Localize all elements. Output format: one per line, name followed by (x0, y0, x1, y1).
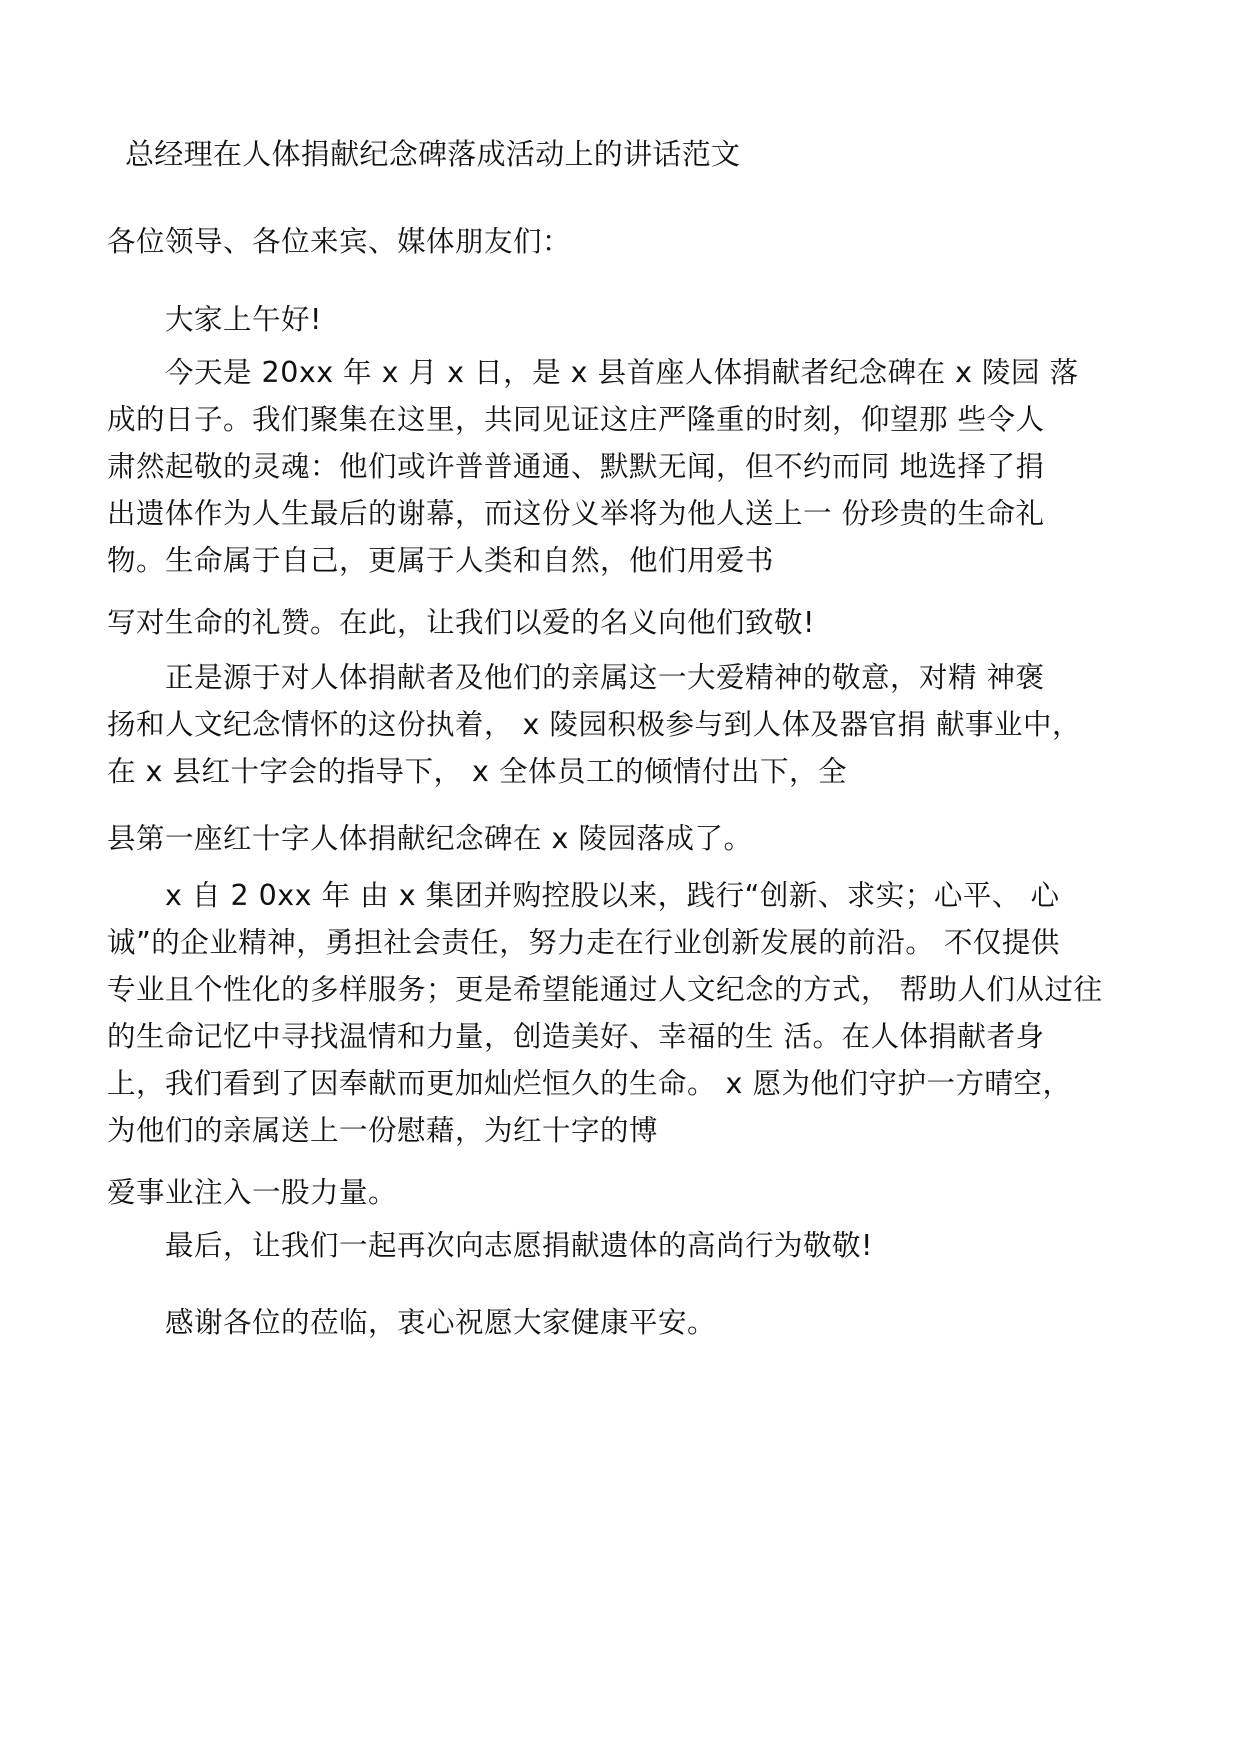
paragraph-2-line-3: 在 x 县红十字会的指导下， x 全体员工的倾情付出下，全 (107, 755, 847, 788)
paragraph-1-line-3: 肃然起敬的灵魂：他们或许普普通通、默默无闻，但不约而同 地选择了捐 (107, 450, 1045, 483)
paragraph-3-line-6: 为他们的亲属送上一份慰藉，为红十字的博 (107, 1114, 659, 1147)
paragraph-3-line-7: 爱事业注入一股力量。 (107, 1176, 398, 1209)
paragraph-1-line-4: 出遗体作为人生最后的谢幕，而这份义举将为他人送上一 份珍贵的生命礼 (107, 497, 1045, 530)
paragraph-3-line-5: 上，我们看到了因奉献而更加灿烂恒久的生命。 x 愿为他们守护一方晴空， (107, 1067, 1072, 1100)
paragraph-1-line-1: 今天是 20xx 年 x 月 x 日，是 x 县首座人体捐献者纪念碑在 x 陵园 落 (165, 356, 1079, 389)
salutation: 各位领导、各位来宾、媒体朋友们： (107, 225, 572, 258)
paragraph-1-line-6: 写对生命的礼赞。在此，让我们以爱的名义向他们致敬! (107, 606, 815, 639)
document-title: 总经理在人体捐献纪念碑落成活动上的讲话范文 (125, 137, 741, 171)
paragraph-2-line-2: 扬和人文纪念情怀的这份执着， x 陵园积极参与到人体及器官捐 献事业中， (107, 708, 1082, 741)
paragraph-3-line-4: 的生命记忆中寻找温情和力量，创造美好、幸福的生 活。在人体捐献者身 (107, 1020, 1045, 1053)
closing-line-2: 感谢各位的莅临，衷心祝愿大家健康平安。 (165, 1306, 717, 1339)
paragraph-3-line-3: 专业且个性化的多样服务；更是希望能通过人文纪念的方式， 帮助人们从过往 (107, 973, 1103, 1006)
paragraph-2-line-4: 县第一座红十字人体捐献纪念碑在 x 陵园落成了。 (107, 822, 753, 855)
paragraph-3-line-2: 诚”的企业精神，勇担社会责任，努力走在行业创新发展的前沿。 不仅提供 (107, 926, 1060, 959)
greeting: 大家上午好! (165, 303, 322, 336)
paragraph-3-line-1: x 自 2 0xx 年 由 x 集团并购控股以来，践行“创新、求实；心平、 心 (165, 879, 1060, 912)
paragraph-1-line-5: 物。生命属于自己，更属于人类和自然，他们用爱书 (107, 544, 775, 577)
closing-line-1: 最后，让我们一起再次向志愿捐献遗体的高尚行为敬敬! (165, 1229, 873, 1262)
paragraph-2-line-1: 正是源于对人体捐献者及他们的亲属这一大爱精神的敬意，对精 神褒 (165, 661, 1045, 694)
paragraph-1-line-2: 成的日子。我们聚集在这里，共同见证这庄严隆重的时刻，仰望那 些令人 (107, 403, 1045, 436)
